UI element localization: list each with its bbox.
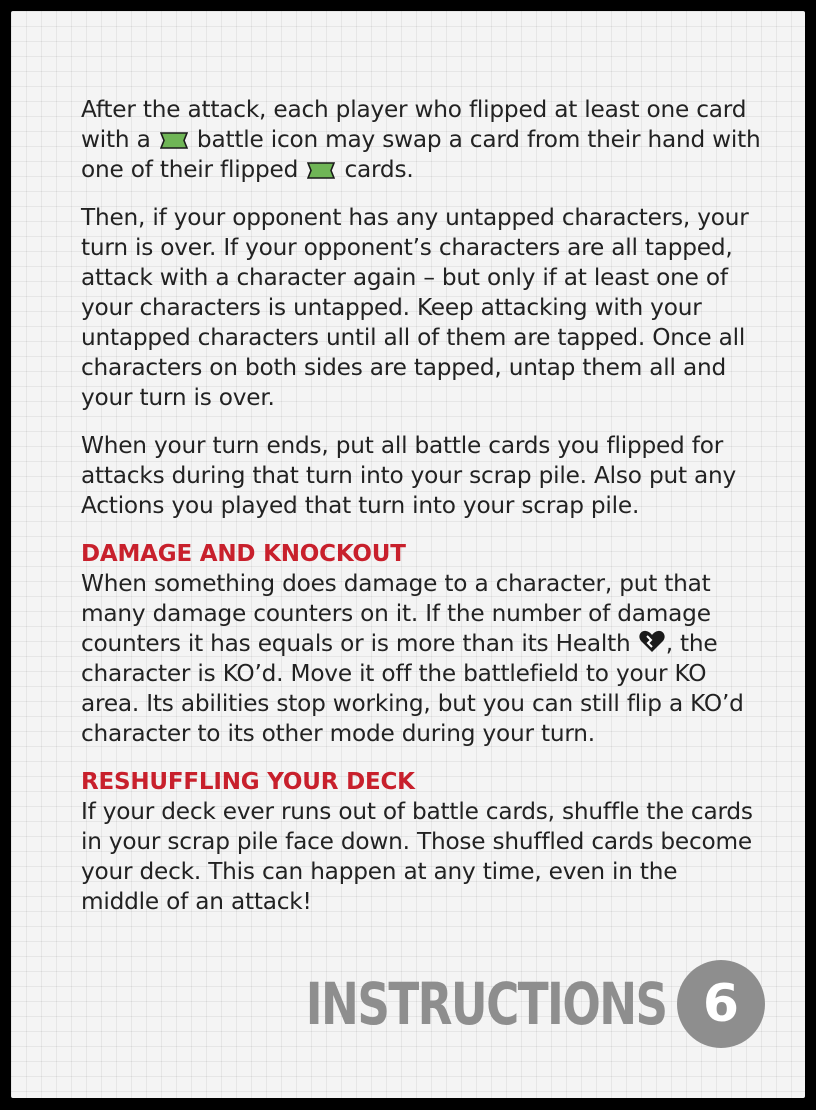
battle-icon [307,162,335,179]
paragraph-text: battle icon may swap a card from their hand with one of their flipped [81,126,761,183]
footer-title: INSTRUCTIONS [306,970,667,1038]
paragraph-turn-end: When your turn ends, put all battle cards you flipped for attacks during that turn into your scrap pile. Also put any Actions you played that turn into your scrap pile. [81,432,737,519]
section-damage-knockout [81,539,761,749]
paragraph-text: After the attack, each player who flipped at least one card with a [81,96,747,153]
section-reshuffling [81,767,761,917]
paragraph-text: cards. [344,156,414,183]
page-number: 6 [702,974,740,1034]
health-icon [638,630,666,654]
page-footer [204,961,765,1047]
section-heading: DAMAGE AND KNOCKOUT [81,541,406,567]
section-text: When something does damage to a character, put that many damage counters on it. If the number of damage counters it has equals or is more than its Health [81,570,711,657]
paragraph-swap-rule [81,95,761,185]
page-content [81,95,761,935]
rulebook-page [11,11,805,1098]
section-heading: RESHUFFLING YOUR DECK [81,769,415,795]
page-number-badge [677,960,765,1048]
paragraph-attack-again: Then, if your opponent has any untapped characters, your turn is over. If your opponent’s characters are all tapped, attack with a character again – but only if at least one of your characters is untapped. Keep attacking with your untapped characters until all of them are tapped. Once all characters on both sides are tapped, untap them all and your turn is over. [81,204,749,411]
section-text: If your deck ever runs out of battle cards, shuffle the cards in your scrap pile face down. Those shuffled cards become your deck. This can happen at any time, even in the middle of an attack! [81,798,753,915]
section-text: , the character is KO’d. Move it off the battlefield to your KO area. Its abilities stop working, but you can still flip a KO’d character to its other mode during your turn. [81,630,744,747]
battle-icon [160,132,188,149]
